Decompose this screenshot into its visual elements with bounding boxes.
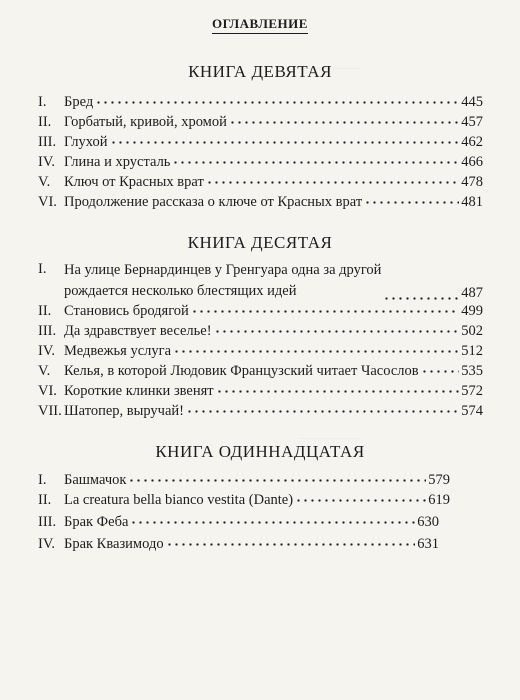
dot-leader — [95, 101, 459, 104]
chapter-number: I. — [38, 94, 47, 110]
toc-entry — [38, 342, 483, 360]
toc-entry — [38, 260, 483, 302]
chapter-title: Горбатый, кривой, хромой — [64, 114, 227, 130]
chapter-number: V. — [38, 363, 51, 379]
toc-entry — [38, 322, 483, 340]
page-number: 462 — [461, 134, 483, 150]
chapter-title: Да здравствует веселье! — [64, 323, 212, 339]
dot-leader — [173, 350, 459, 353]
toc-entry — [38, 133, 483, 151]
book-title: КНИГА ДЕВЯТАЯ — [188, 62, 332, 81]
chapter-title: Брак Квазимодо — [64, 536, 164, 552]
page-number: 572 — [461, 383, 483, 399]
page-number: 445 — [461, 94, 483, 110]
chapter-title: Продолжение рассказа о ключе от Красных врат — [64, 194, 363, 210]
dot-leader — [191, 310, 459, 313]
dot-leader — [172, 161, 459, 164]
page-number: 457 — [461, 114, 483, 130]
page-number: 466 — [461, 154, 483, 170]
page-number: 630 — [417, 514, 439, 530]
page-number: 499 — [461, 303, 483, 319]
toc-entry — [38, 402, 483, 420]
dot-leader — [295, 499, 426, 502]
chapter-number: III. — [38, 323, 57, 339]
chapter-number: IV. — [38, 343, 56, 359]
book-title: КНИГА ОДИННАДЦАТАЯ — [155, 442, 365, 461]
chapter-number: II. — [38, 492, 52, 508]
dot-leader — [128, 479, 426, 482]
toc-entry — [38, 535, 439, 553]
chapter-title — [64, 260, 381, 302]
toc-entry — [38, 471, 450, 489]
dot-leader — [383, 297, 459, 300]
book-title: КНИГА ДЕСЯТАЯ — [187, 233, 333, 252]
chapter-number: IV. — [38, 536, 56, 552]
toc-entry — [38, 93, 483, 111]
chapter-number: I. — [38, 261, 47, 277]
toc-entry — [38, 153, 483, 171]
chapter-title: Брак Феба — [64, 514, 129, 530]
page-number: 574 — [461, 403, 483, 419]
dot-leader — [364, 201, 459, 204]
toc-entry — [38, 491, 450, 509]
chapter-number: VI. — [38, 383, 57, 399]
chapter-number: VI. — [38, 194, 57, 210]
chapter-title: Становись бродягой — [64, 303, 189, 319]
dot-leader — [421, 370, 460, 373]
chapter-title: Башмачок — [64, 472, 127, 488]
toc-entry — [38, 173, 483, 191]
page-number: 512 — [461, 343, 483, 359]
page-number: 631 — [417, 536, 439, 552]
page-number: 481 — [461, 194, 483, 210]
chapter-title: Келья, в которой Людовик Французский читает Часослов — [64, 363, 419, 379]
chapter-title: Короткие клинки звенят — [64, 383, 214, 399]
dot-leader — [166, 543, 416, 546]
chapter-number: IV. — [38, 154, 56, 170]
chapter-title: Глина и хрусталь — [64, 154, 171, 170]
page-number: 478 — [461, 174, 483, 190]
dot-leader — [130, 521, 415, 524]
chapter-title: Ключ от Красных врат — [64, 174, 204, 190]
chapter-number: III. — [38, 514, 57, 530]
page-number: 502 — [461, 323, 483, 339]
toc-entry — [38, 362, 483, 380]
dot-leader — [216, 390, 460, 393]
chapter-number: III. — [38, 134, 57, 150]
dot-leader — [229, 121, 459, 124]
page-number: 579 — [428, 472, 450, 488]
chapter-title: Глухой — [64, 134, 108, 150]
toc-entry — [38, 302, 483, 320]
chapter-title: Бред — [64, 94, 94, 110]
page-number: 487 — [461, 285, 483, 301]
dot-leader — [186, 410, 459, 413]
toc-entry — [38, 382, 483, 400]
chapter-title: La creatura bella bianco vestita (Dante) — [64, 492, 294, 508]
page-heading: ОГЛАВЛЕНИЕ — [0, 16, 520, 32]
chapter-number: I. — [38, 472, 47, 488]
chapter-number: II. — [38, 114, 52, 130]
dot-leader — [110, 141, 460, 144]
chapter-title: Шатопер, выручай! — [64, 403, 184, 419]
page-number: 535 — [461, 363, 483, 379]
chapter-title-line: рождается несколько блестящих идей — [64, 283, 297, 299]
chapter-title: Медвежья услуга — [64, 343, 172, 359]
page-number: 619 — [428, 492, 450, 508]
chapter-number: V. — [38, 174, 51, 190]
dot-leader — [206, 181, 459, 184]
toc-entry — [38, 193, 483, 211]
toc-entry — [38, 513, 439, 531]
chapter-title-line: На улице Бернардинцев у Гренгуара одна за другой — [64, 262, 382, 278]
chapter-number: VII. — [38, 403, 62, 419]
dot-leader — [214, 330, 460, 333]
chapter-number: II. — [38, 303, 52, 319]
toc-entry — [38, 113, 483, 131]
